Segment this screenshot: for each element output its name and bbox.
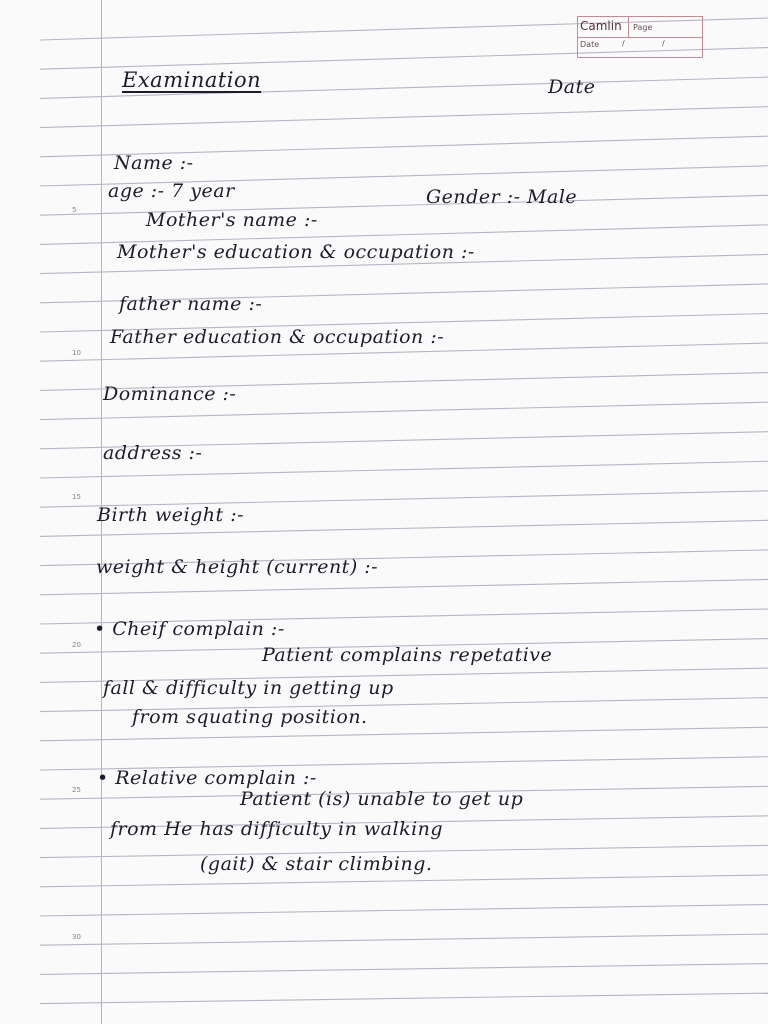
ruled-line [40,579,768,594]
field-weight-height: weight & height (current) :- [96,556,379,578]
chief-complaint-heading: • Cheif complain :- [94,618,285,640]
field-gender: Gender :- Male [426,186,578,208]
brand-header-box [577,16,703,58]
chief-complaint-line: Patient complains repetative [262,644,553,666]
field-mother-education: Mother's education & occupation :- [117,241,475,263]
field-mother-name: Mother's name :- [146,209,318,231]
line-number-10: 10 [72,349,81,357]
field-name: Name :- [114,152,194,174]
chief-complaint-line: fall & difficulty in getting up [103,677,394,699]
date-separator: / [622,39,625,48]
line-number-30: 30 [72,933,81,941]
field-dominance: Dominance :- [103,383,237,405]
chief-complaint-line: from squating position. [132,706,368,728]
ruled-line [40,993,768,1003]
ruled-line [40,934,768,945]
field-father-education: Father education & occupation :- [110,326,445,348]
ruled-line [40,875,768,887]
ruled-line [40,727,768,741]
line-number-25: 25 [72,786,81,794]
line-number-20: 20 [72,641,81,649]
line-number-15: 15 [72,493,81,501]
field-father-name: father name :- [119,293,263,315]
date-label: Date [580,40,600,49]
date-heading: Date [548,76,596,98]
relative-complaint-heading: • Relative complain :- [97,767,317,789]
relative-complaint-line: from He has difficulty in walking [110,818,444,840]
relative-complaint-line: Patient (is) unable to get up [240,788,524,810]
relative-complaint-line: (gait) & stair climbing. [200,853,433,875]
ruled-line [40,964,768,975]
page-label: Page [633,23,653,32]
ruled-line [40,905,768,917]
line-number-5: 5 [72,206,77,214]
field-age: age :- 7 year [108,180,235,202]
field-address: address :- [103,442,203,464]
brand-name: Camlin [580,19,622,33]
page-title: Examination [122,68,262,92]
ruled-line [40,107,768,128]
field-birth-weight: Birth weight :- [97,504,245,526]
date-separator: / [662,39,665,48]
